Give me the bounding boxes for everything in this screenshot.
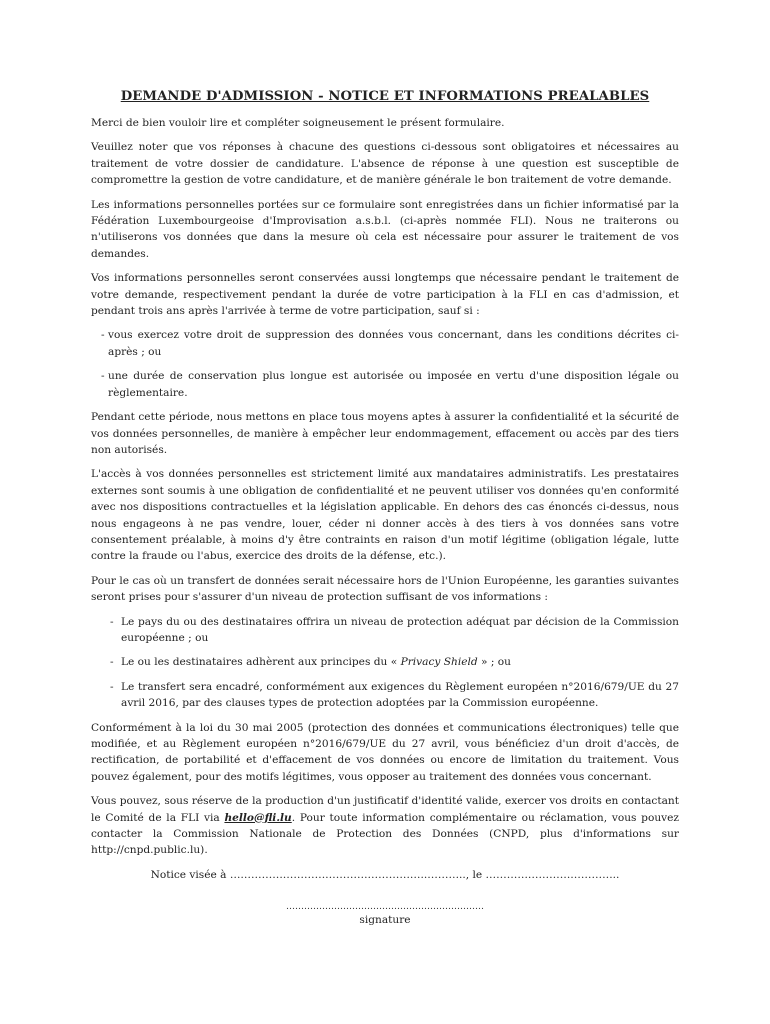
place-field[interactable]: ………………………………………………..……….. xyxy=(229,868,466,881)
bullet-text: Le pays du ou des destinataires offrira un niveau de protection adéquat par décision de la Commission européenne ; ou xyxy=(121,615,679,644)
transfer-bullet-2 xyxy=(91,654,679,670)
date-label: , le xyxy=(465,868,486,881)
bullet-text: vous exercez votre droit de suppression des données vous concernant, dans les conditions décrites ci-après ; ou xyxy=(108,329,679,358)
signature-line[interactable]: ………………………………………………………… xyxy=(286,902,484,912)
notice-label: Notice visée à xyxy=(150,868,230,881)
contact-text-before: Vous pouvez, sous réserve de la production d'un justificatif d'identité valide, exercer vos droits en contactant le Comité de la FLI via xyxy=(91,795,679,824)
email-link[interactable]: hello@fli.lu xyxy=(224,811,292,824)
document-title: DEMANDE D'ADMISSION - NOTICE ET INFORMATIONS PREALABLES xyxy=(120,89,650,104)
notice-line xyxy=(91,867,679,883)
intro-paragraph: Merci de bien vouloir lire et compléter soigneusement le présent formulaire. xyxy=(91,117,505,129)
contact-text-after: . Pour toute information complémentaire ou réclamation, vous pouvez contacter la Commission Nationale de Protection des Données (CNPD, plus d'informations sur http://cnpd.public.lu). xyxy=(91,811,679,857)
mandatory-answers-paragraph: Veuillez noter que vos réponses à chacune des questions ci-dessous sont obligatoires et nécessaires au traitement de votre dossier de candidature. L'absence de réponse à une question est susceptible de compromettre la gestion de votre candidature, et de manière générale le bon traitement de votre demande. xyxy=(91,141,679,187)
retention-bullet-2 xyxy=(91,368,679,401)
data-storage-paragraph: Les informations personnelles portées sur ce formulaire sont enregistrées dans un fichier informatisé par la Fédération Luxembourgeoise d'Improvisation a.s.b.l. (ci-après nommée FLI). Nous ne traiterons ou n'utiliserons vos données que dans la mesure où cela est nécessaire pour assurer le traitement de vos demandes. xyxy=(91,198,679,260)
access-paragraph: L'accès à vos données personnelles est strictement limité aux mandataires administratifs. Les prestataires externes sont soumis à une obligation de confidentialité et ne peuvent utiliser vos données qu'en conformité avec nos dispositions contractuelles et la législation applicable. En dehors des cas énoncés ci-dessus, nous nous engageons à ne pas vendre, louer, céder ni donner accès à des tiers à vos données sans votre consentement préalable, à moins d'y être contraints en raison d'un motif légitime (obligation légale, lutte contre la fraude ou l'abus, exercice des droits de la défense, etc.). xyxy=(91,468,679,563)
notice-document xyxy=(91,88,679,926)
bullet-text-before: Le ou les destinataires adhèrent aux principes du « xyxy=(121,656,401,669)
signature-label: signature xyxy=(359,914,411,926)
bullet-dash: - xyxy=(101,370,105,383)
transfer-bullet-3 xyxy=(91,679,679,712)
security-paragraph: Pendant cette période, nous mettons en place tous moyens aptes à assurer la confidentialité et la sécurité de vos données personnelles, de manière à empêcher leur endommagement, effacement ou accès par des tiers non autorisés. xyxy=(91,411,679,456)
bullet-dash: - xyxy=(110,680,114,693)
rights-paragraph: Conformément à la loi du 30 mai 2005 (protection des données et communications électroniques) telle que modifiée, et au Règlement européen n°2016/679/UE du 27 avril, vous bénéficiez d'un droit d'accès, de rectification, de portabilité et d'effacement de vos données ou encore de limitation du traitement. Vous pouvez également, pour des motifs légitimes, vous opposer au traitement des données vous concernant. xyxy=(91,721,679,783)
retention-paragraph: Vos informations personnelles seront conservées aussi longtemps que nécessaire pendant le traitement de votre demande, respectivement pendant la durée de votre participation à la FLI en cas d'admission, et pendant trois ans après l'arrivée à terme de votre participation, sauf si : xyxy=(91,272,679,318)
bullet-text: une durée de conservation plus longue est autorisée ou imposée en vertu d'une disposition légale ou règlementaire. xyxy=(108,370,679,399)
privacy-shield-text: Privacy Shield xyxy=(400,656,478,669)
signature-block xyxy=(91,901,679,927)
date-field[interactable]: ……………………………….. xyxy=(485,868,620,881)
transfer-bullet-1 xyxy=(91,614,679,647)
contact-paragraph xyxy=(91,793,679,859)
bullet-text-after: » ; ou xyxy=(477,656,512,669)
retention-bullet-1 xyxy=(91,327,679,360)
bullet-text: Le transfert sera encadré, conformément aux exigences du Règlement européen n°2016/679/UE du 27 avril 2016, par des clauses types de protection adoptées par la Commission européenne. xyxy=(121,680,679,710)
transfer-paragraph: Pour le cas où un transfert de données serait nécessaire hors de l'Union Européenne, les garanties suivantes seront prises pour s'assurer d'un niveau de protection suffisant de vos informations : xyxy=(91,574,679,604)
bullet-dash: - xyxy=(110,656,114,669)
bullet-dash: - xyxy=(101,329,105,342)
bullet-dash: - xyxy=(110,615,114,628)
